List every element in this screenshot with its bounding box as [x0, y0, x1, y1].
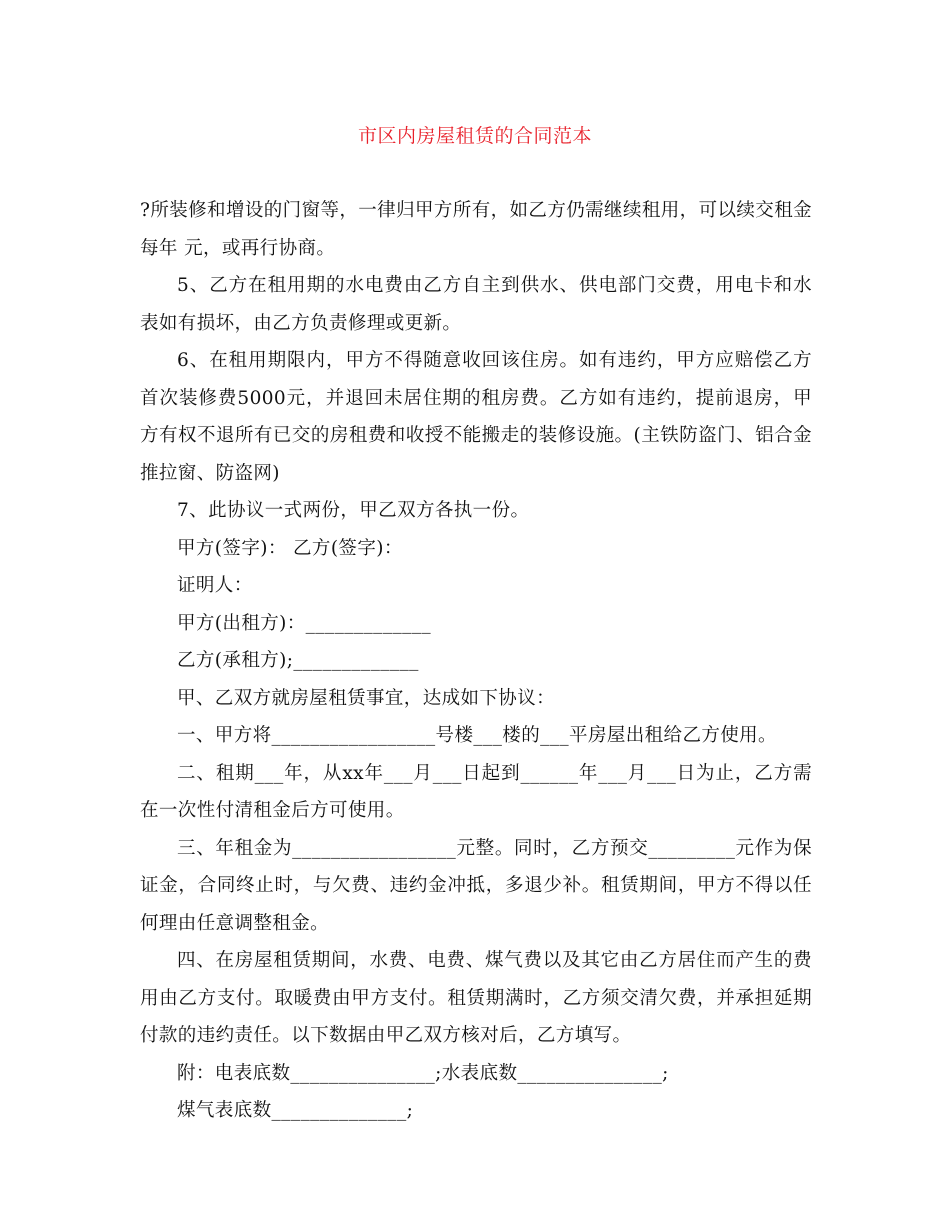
signature-line: 甲方(签字)： 乙方(签字)：	[177, 537, 403, 559]
gas-meter-line: 煤气表底数______________;	[177, 1100, 414, 1121]
paragraph-article-3: 三、年租金为_________________元整。同时，乙方预交_________元作为保证金，合同终止时，与欠费、违约金冲抵，多退少补。租赁期间，甲方不得以任何理由任意调整租金。	[140, 837, 812, 934]
paragraph-renovation-ownership: ?所装修和增设的门窗等，一律归甲方所有，如乙方仍需继续租用，可以续交租金每年 元，或再行协商。	[140, 200, 812, 259]
paragraph-clause-7: 7、此协议一式两份，甲乙双方各执一份。	[177, 500, 530, 521]
paragraph-clause-6: 6、在租用期限内，甲方不得随意收回该住房。如有违约，甲方应赔偿乙方首次装修费5000元，并退回未居住期的租房费。乙方如有违约，提前退房，甲方有权不退所有已交的房租费和收授不能搬走的装修设施。(主铁防盗门、铝合金推拉窗、防盗网)	[140, 350, 812, 484]
paragraph-article-4: 四、在房屋租赁期间，水费、电费、煤气费以及其它由乙方居住而产生的费用由乙方支付。取暖费由甲方支付。租赁期满时，乙方须交清欠费，并承担延期付款的违约责任。以下数据由甲乙双方核对后，乙方填写。	[140, 950, 812, 1046]
lessee-line: 乙方(承租方);_____________	[177, 650, 419, 671]
document-title: 市区内房屋租赁的合同范本	[357, 125, 592, 147]
lessor-line: 甲方(出租方)：_____________	[177, 612, 432, 634]
agreement-intro: 甲、乙双方就房屋租赁事宜，达成如下协议：	[177, 687, 556, 709]
meter-readings-line: 附：电表底数_______________;水表底数_______________;	[177, 1062, 669, 1084]
paragraph-clause-5: 5、乙方在租用期的水电费由乙方自主到供水、供电部门交费，用电卡和水表如有损坏，由乙方负责修理或更新。	[140, 275, 812, 334]
paragraph-article-1: 一、甲方将_________________号楼___楼的___平房屋出租给乙方使用。	[177, 725, 777, 746]
witness-line: 证明人：	[177, 575, 253, 596]
document-body	[140, 192, 812, 1130]
paragraph-article-2: 二、租期___年，从xx年___月___日起到______年___月___日为止，乙方需在一次性付清租金后方可使用。	[140, 762, 812, 821]
